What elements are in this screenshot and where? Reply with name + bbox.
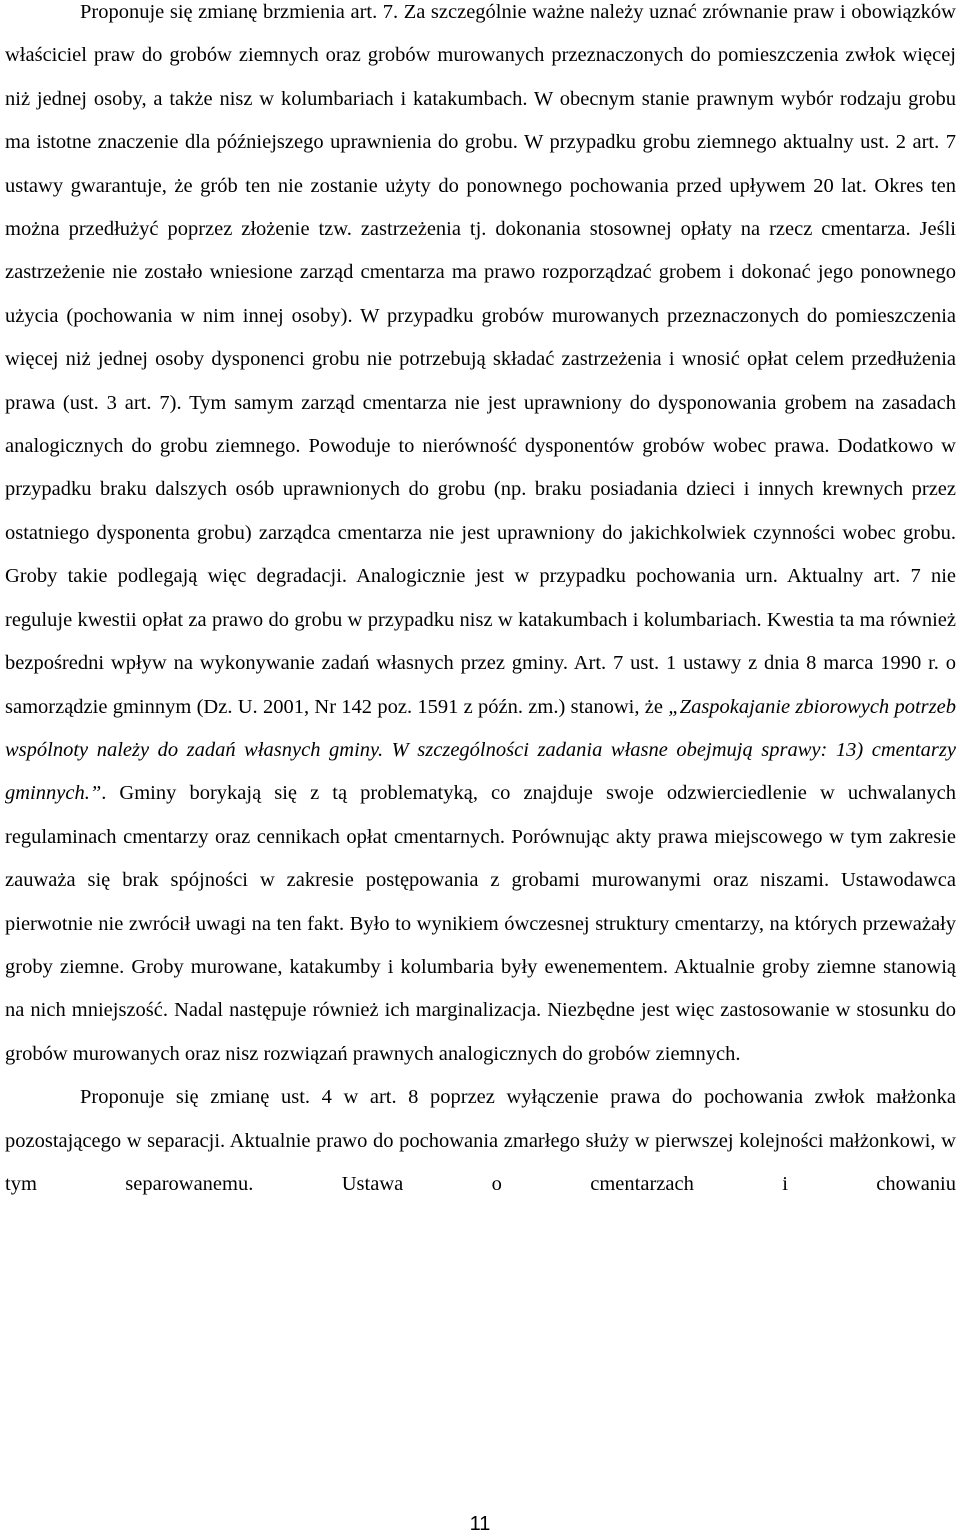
paragraph-grave-rights	[5, 0, 956, 1076]
document-body	[5, 0, 956, 1206]
paragraph-text: Proponuje się zmianę brzmienia art. 7. Za szczególnie ważne należy uznać zrównanie praw i obowiązków właściciel praw do grobów ziemnych oraz grobów murowanych przeznaczonych do pomieszczenia zwłok więcej niż jednej osoby, a także nisz w kolumbariach i katakumbach. W obecnym stanie prawnym wybór rodzaju grobu ma istotne znaczenie dla późniejszego uprawnienia do grobu. W przypadku grobu ziemnego aktualny ust. 2 art. 7 ustawy gwarantuje, że grób ten nie zostanie użyty do ponownego pochowania przed upływem 20 lat. Okres ten można przedłużyć poprzez złożenie tzw. zastrzeżenia tj. dokonania stosownej opłaty na rzecz cmentarza. Jeśli zastrzeżenie nie zostało wniesione zarząd cmentarza ma prawo rozporządzać grobem i dokonać jego ponownego użycia (pochowania w nim innej osoby). W przypadku grobów murowanych przeznaczonych do pomieszczenia więcej niż jednej osoby dysponenci grobu nie potrzebują składać zastrzeżenia i wnosić opłat celem przedłużenia prawa (ust. 3 art. 7). Tym samym zarząd cmentarza nie jest uprawniony do dysponowania grobem na zasadach analogicznych do grobu ziemnego. Powoduje to nierówność dysponentów grobów wobec prawa. Dodatkowo w przypadku braku dalszych osób uprawnionych do grobu (np. braku posiadania dzieci i innych krewnych przez ostatniego dysponenta grobu) zarządca cmentarza nie jest uprawniony do jakichkolwiek czynności wobec grobu. Groby takie podlegają więc degradacji. Analogicznie jest w przypadku pochowania urn. Aktualny art. 7 nie reguluje kwestii opłat za prawo do grobu w przypadku nisz w katakumbach i kolumbariach. Kwestia ta ma również bezpośredni wpływ na wykonywanie zadań własnych przez gminy. Art. 7 ust. 1 ustawy z dnia 8 marca 1990 r. o samorządzie gminnym (Dz. U. 2001, Nr 142 poz. 1591 z późn. zm.) stanowi, że	[5, 1, 956, 718]
paragraph-text: Proponuje się zmianę ust. 4 w art. 8 poprzez wyłączenie prawa do pochowania zwłok małżonka pozostającego w separacji. Aktualnie prawo do pochowania zmarłego służy w pierwszej kolejności małżonkowi, w tym separowanemu. Ustawa o cmentarzach i chowaniu	[5, 1086, 956, 1195]
paragraph-separation	[5, 1076, 956, 1206]
page-number: 11	[469, 1513, 491, 1535]
paragraph-text: . Gminy borykają się z tą problematyką, co znajduje swoje odzwierciedlenie w uchwalanych regulaminach cmentarzy oraz cennikach opłat cmentarnych. Porównując akty prawa miejscowego w tym zakresie zauważa się brak spójności w zakresie postępowania z grobami murowanymi oraz niszami. Ustawodawca pierwotnie nie zwrócił uwagi na ten fakt. Było to wynikiem ówczesnej struktury cmentarzy, na których przeważały groby ziemne. Groby murowane, katakumby i kolumbaria były ewenementem. Aktualnie groby ziemne stanowią na nich mniejszość. Nadal następuje również ich marginalizacja. Niezbędne jest więc zastosowanie w stosunku do grobów murowanych oraz nisz rozwiązań prawnych analogicznych do grobów ziemnych.	[5, 782, 956, 1065]
quoted-statute: „Zaspokajanie zbiorowych potrzeb wspólnoty należy do zadań własnych gminy. W szczególności zadania własne obejmują sprawy: 13) cmentarzy gminnych.”	[5, 695, 956, 805]
